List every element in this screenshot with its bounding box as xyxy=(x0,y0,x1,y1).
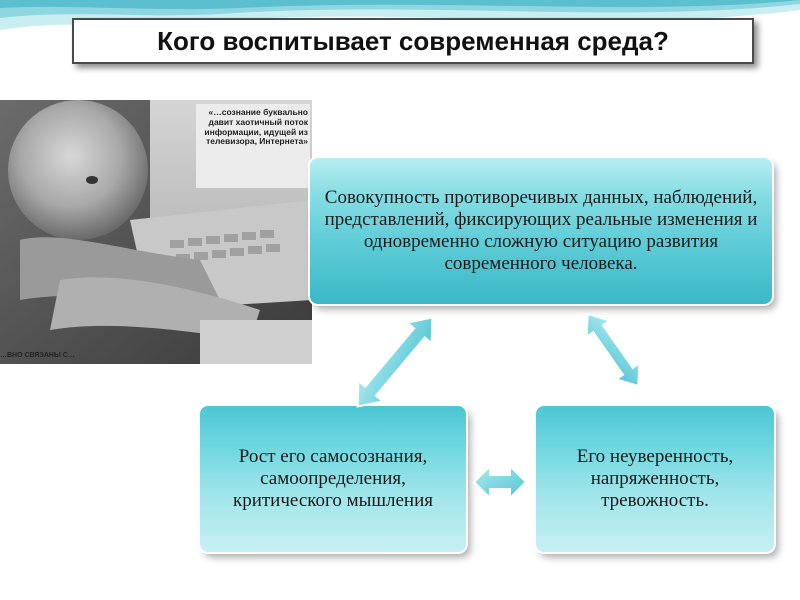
contradictory-data-text: Совокупность противоречивых данных, наблюдений, представлений, фиксирующих реальные изменения и одновременно сложную ситуацию развития современного человека. xyxy=(324,187,758,274)
slide-title: Кого воспитывает современная среда? xyxy=(72,18,754,64)
uncertainty-box xyxy=(536,406,774,552)
self-awareness-text: Рост его самосознания, самоопределения, критического мышления xyxy=(232,446,433,511)
double-arrow-left-diagonal-icon xyxy=(345,307,444,416)
uncertainty-text: Его неуверенность, напряженность, тревожность. xyxy=(576,446,734,511)
double-arrow-horizontal-icon xyxy=(474,466,526,498)
contradictory-data-box xyxy=(310,158,772,304)
self-awareness-box xyxy=(200,406,466,552)
baby-at-computer-photo xyxy=(0,100,312,364)
double-arrow-right-diagonal-icon xyxy=(576,306,649,394)
photo-bottom-text: …ВНО СВЯЗАНЫ С… xyxy=(0,352,75,359)
photo-caption: «…сознание буквально давит хаотичный поток информации, идущей из телевизора, Интернета» xyxy=(204,107,308,147)
